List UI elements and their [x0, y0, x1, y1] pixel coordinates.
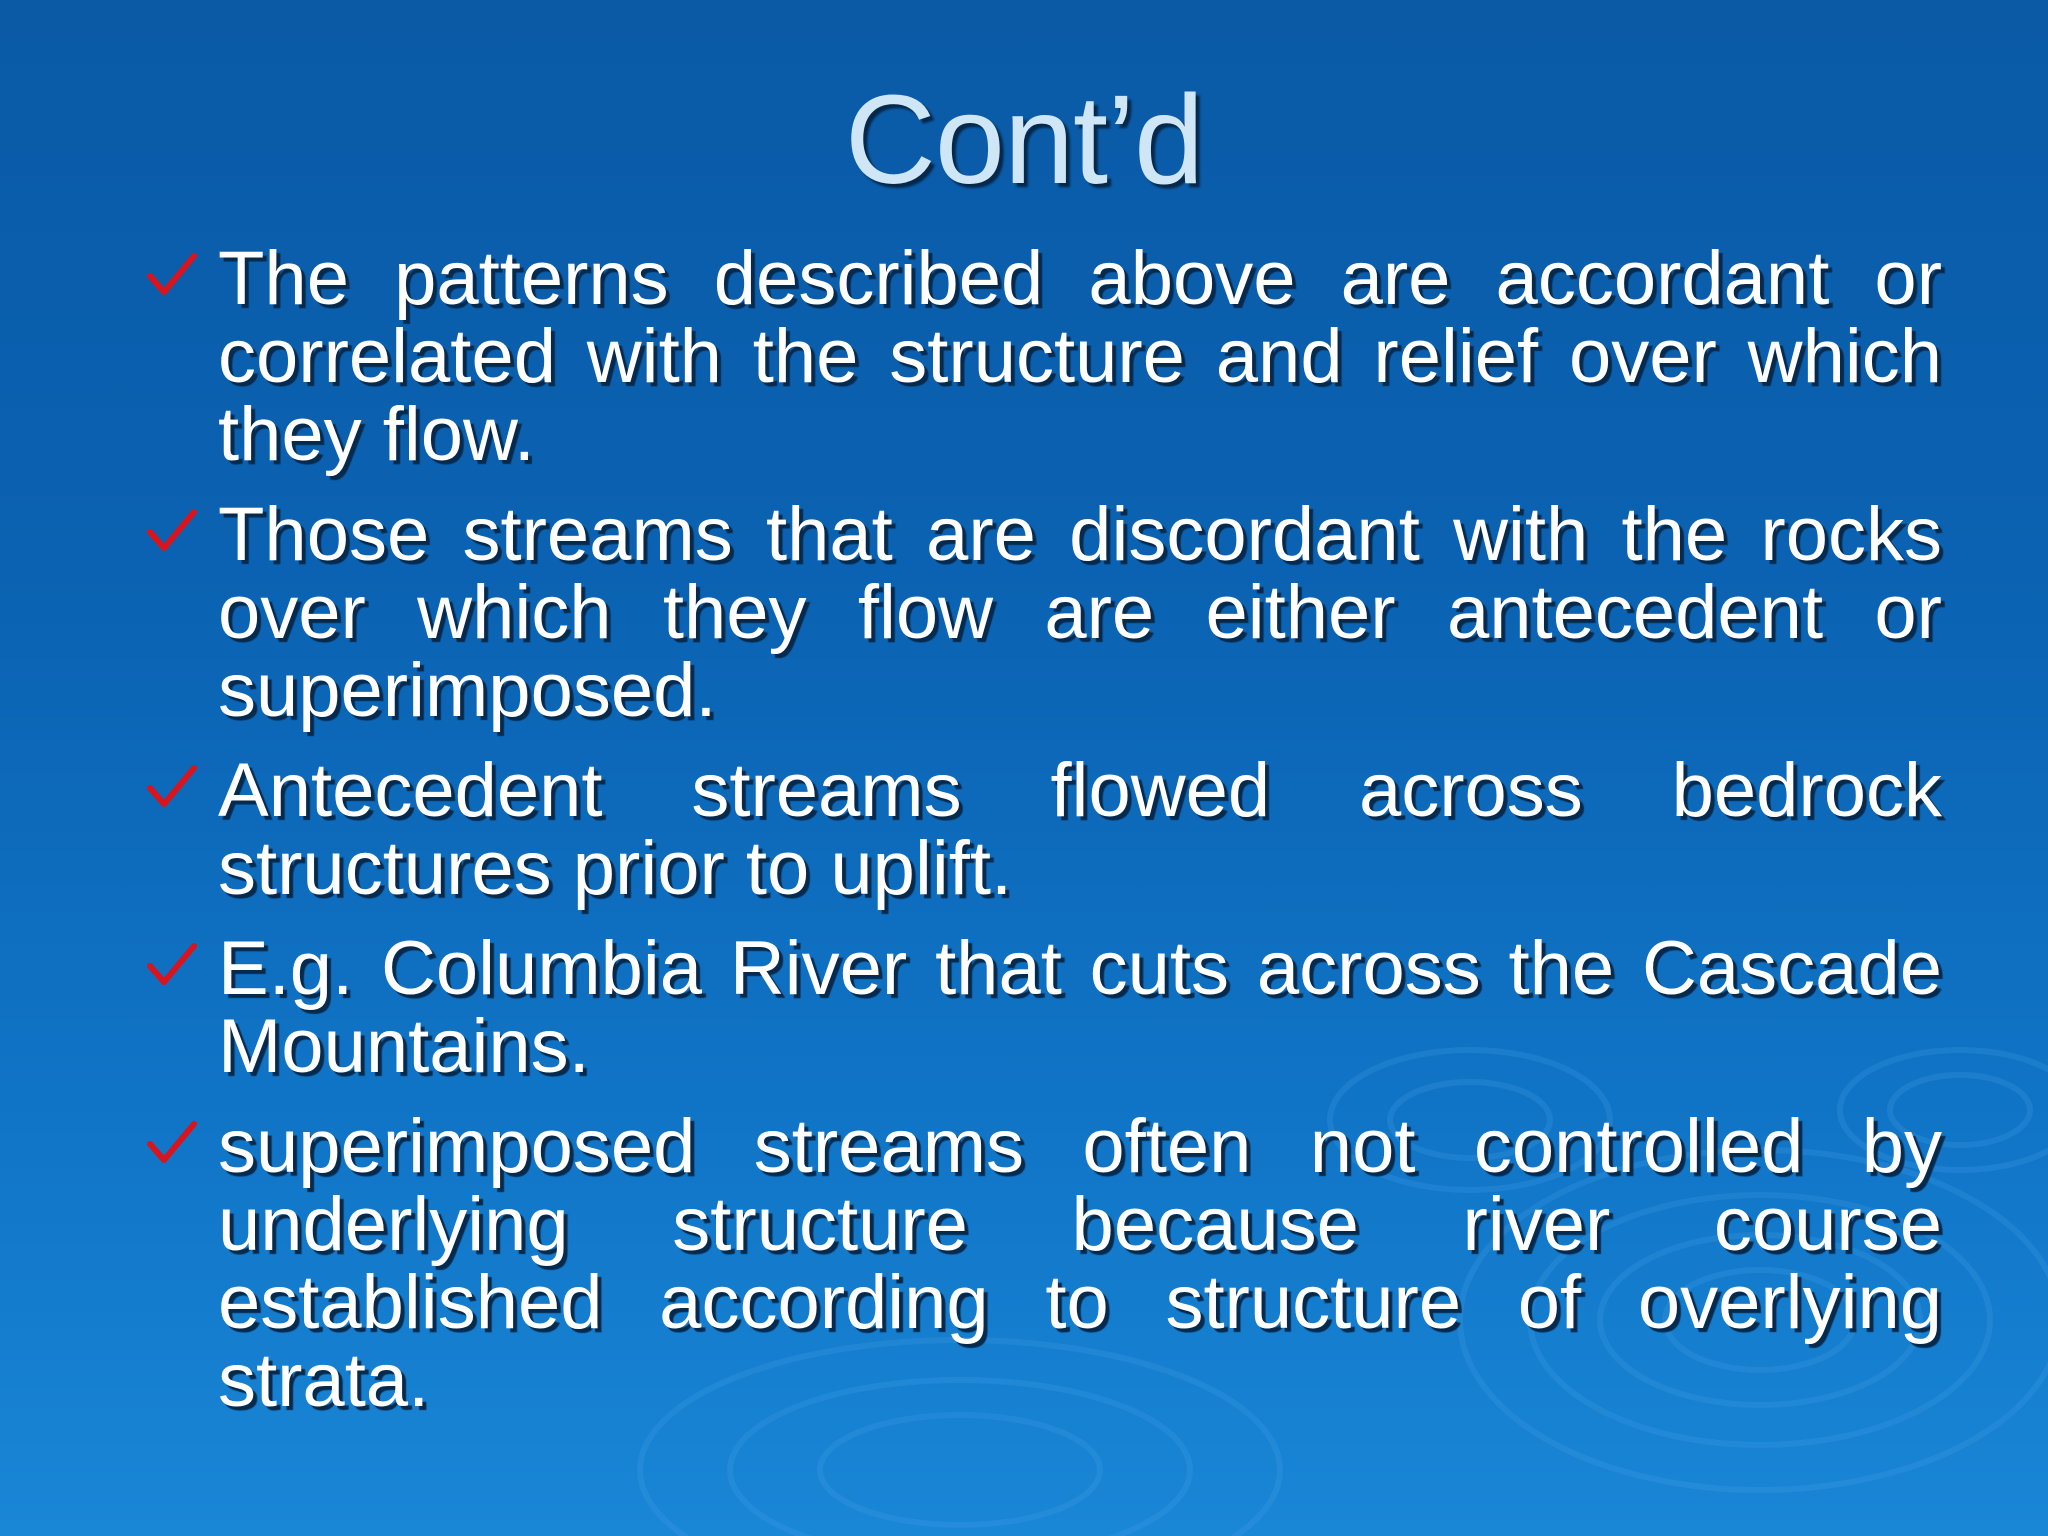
bullet-list: [142, 236, 1942, 1442]
bullet-text: Antecedent streams flowed across bedrock structures prior to uplift.: [218, 748, 1942, 911]
list-item: [142, 748, 1942, 911]
check-icon: [142, 936, 202, 996]
list-item: [142, 492, 1942, 733]
list-item: [142, 1104, 1942, 1423]
list-item: [142, 236, 1942, 477]
check-icon: [142, 1114, 202, 1174]
list-item: [142, 926, 1942, 1089]
check-icon: [142, 246, 202, 306]
slide-title: Cont’d: [844, 69, 1204, 210]
bullet-text: Those streams that are discordant with the rocks over which they flow are either antecedent or superimposed.: [218, 492, 1942, 733]
bullet-text: E.g. Columbia River that cuts across the Cascade Mountains.: [218, 926, 1942, 1089]
check-icon: [142, 758, 202, 818]
bullet-text: superimposed streams often not controlled by underlying structure because river course established according to structure of overlying strata.: [218, 1104, 1942, 1423]
bullet-text: The patterns described above are accordant or correlated with the structure and relief over which they flow.: [218, 236, 1942, 477]
check-icon: [142, 502, 202, 562]
